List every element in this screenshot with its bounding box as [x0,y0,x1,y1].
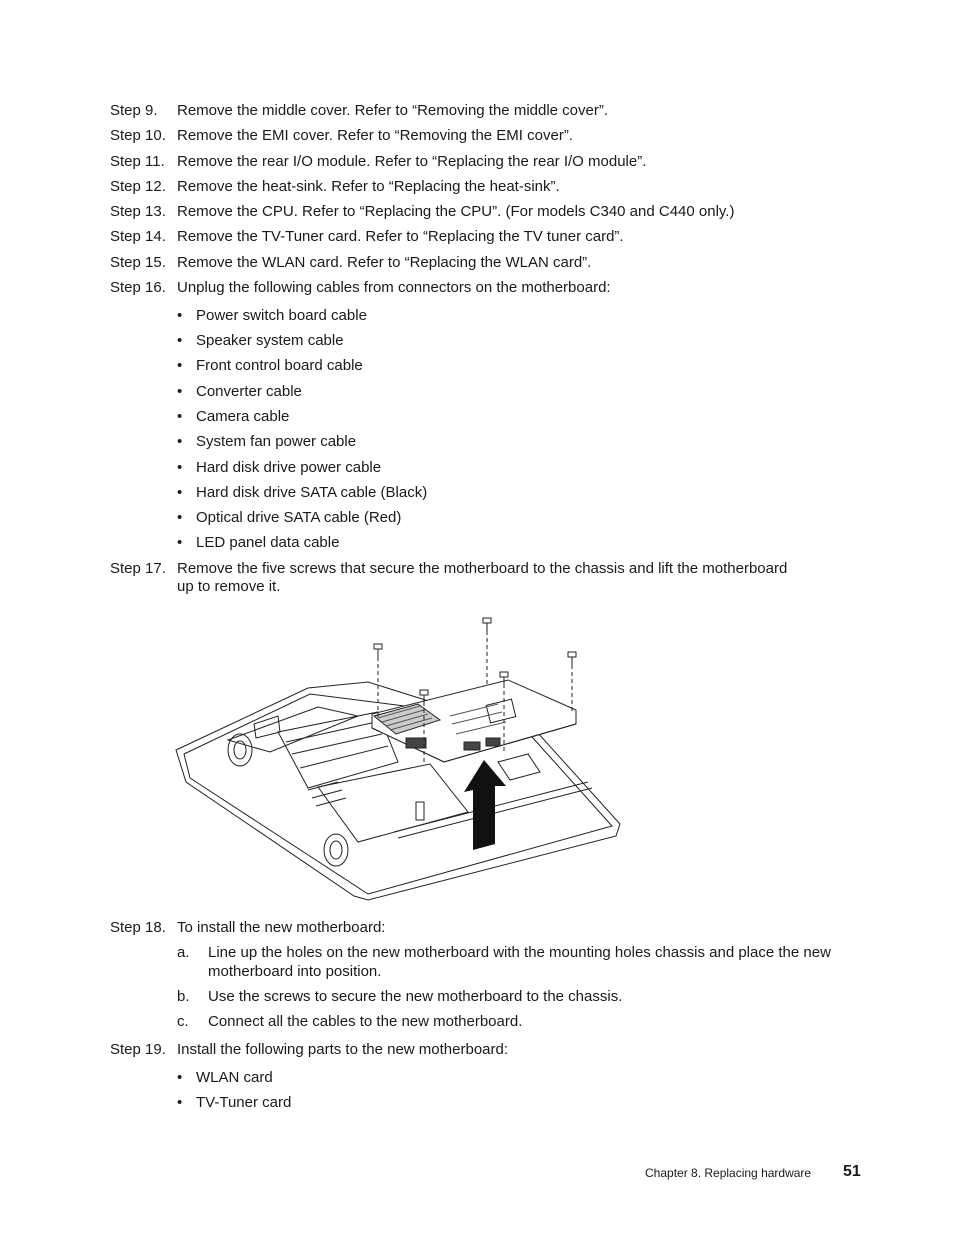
list-item-text: LED panel data cable [196,534,340,551]
step-text: Remove the CPU. Refer to “Replacing the CPU”. (For models C340 and C440 only.) [177,203,735,220]
step-text: Remove the TV-Tuner card. Refer to “Replacing the TV tuner card”. [177,228,624,245]
bullet-icon: • [177,307,183,324]
step-text-cont: up to remove it. [177,578,281,595]
list-item-text: System fan power cable [196,433,357,450]
sub-step-text: Connect all the cables to the new motherboard. [208,1013,523,1030]
list-item-text: WLAN card [196,1069,273,1086]
screw-icon [374,644,382,657]
bullet-icon: • [177,357,183,374]
step-text: Remove the WLAN card. Refer to “Replacing the WLAN card”. [177,254,592,271]
list-item-text: Optical drive SATA cable (Red) [196,509,402,526]
list-item-text: Camera cable [196,408,290,425]
motherboard-connector [406,738,426,748]
list-item-text: Speaker system cable [196,332,344,349]
bullet-icon: • [177,459,183,476]
step-text: Remove the five screws that secure the motherboard to the chassis and lift the motherboard [177,560,788,577]
sub-step-label: c. [177,1013,189,1030]
bullet-icon: • [177,484,183,501]
screw-icon [568,652,576,665]
bullet-icon: • [177,332,183,349]
chassis-plate [318,764,468,842]
list-item-text: Converter cable [196,383,302,400]
step-label: Step 19. [110,1041,166,1058]
step-label: Step 15. [110,254,166,271]
bullet-icon: • [177,1094,183,1111]
step-label: Step 18. [110,919,166,936]
sub-step-text: Line up the holes on the new motherboard with the mounting holes chassis and place the new motherboard into position. [208,944,831,980]
step-text: To install the new motherboard: [177,919,386,936]
bullet-icon: • [177,383,183,400]
motherboard-connector [486,738,500,746]
step-label: Step 12. [110,178,166,195]
motherboard-connector [464,742,480,750]
drive-bay-ribs [286,722,388,768]
step-text: Remove the heat-sink. Refer to “Replacing the heat-sink”. [177,178,560,195]
bullet-icon: • [177,509,183,526]
standoff [416,802,424,820]
bullet-icon: • [177,1069,183,1086]
list-item-text: Hard disk drive SATA cable (Black) [196,484,428,501]
step-text: Remove the EMI cover. Refer to “Removing the EMI cover”. [177,127,573,144]
step-label: Step 9. [110,102,158,119]
list-item-text: Front control board cable [196,357,363,374]
list-item-text: Power switch board cable [196,307,367,324]
speaker-left [228,734,252,766]
step-label: Step 13. [110,203,166,220]
bullet-icon: • [177,408,183,425]
step-label: Step 16. [110,279,166,296]
motherboard-removal-figure [168,612,624,904]
bullet-icon: • [177,534,183,551]
step-text: Install the following parts to the new motherboard: [177,1041,509,1058]
step-text: Remove the rear I/O module. Refer to “Replacing the rear I/O module”. [177,153,647,170]
step-label: Step 10. [110,127,166,144]
speaker-right [324,834,348,866]
step-label: Step 17. [110,560,166,577]
footer-chapter: Chapter 8. Replacing hardware [645,1166,812,1180]
sub-step-label: a. [177,944,190,961]
step-label: Step 14. [110,228,166,245]
step-text: Remove the middle cover. Refer to “Removing the middle cover”. [177,102,609,119]
chassis-cutout [498,754,540,780]
sub-step-label: b. [177,988,190,1005]
list-item-text: TV-Tuner card [196,1094,292,1111]
sub-step-text: Use the screws to secure the new motherboard to the chassis. [208,988,623,1005]
step-label: Step 11. [110,153,165,170]
page-number: 51 [843,1163,861,1180]
bullet-icon: • [177,433,183,450]
list-item-text: Hard disk drive power cable [196,459,382,476]
step-text: Unplug the following cables from connectors on the motherboard: [177,279,611,296]
screw-icon [483,618,491,631]
